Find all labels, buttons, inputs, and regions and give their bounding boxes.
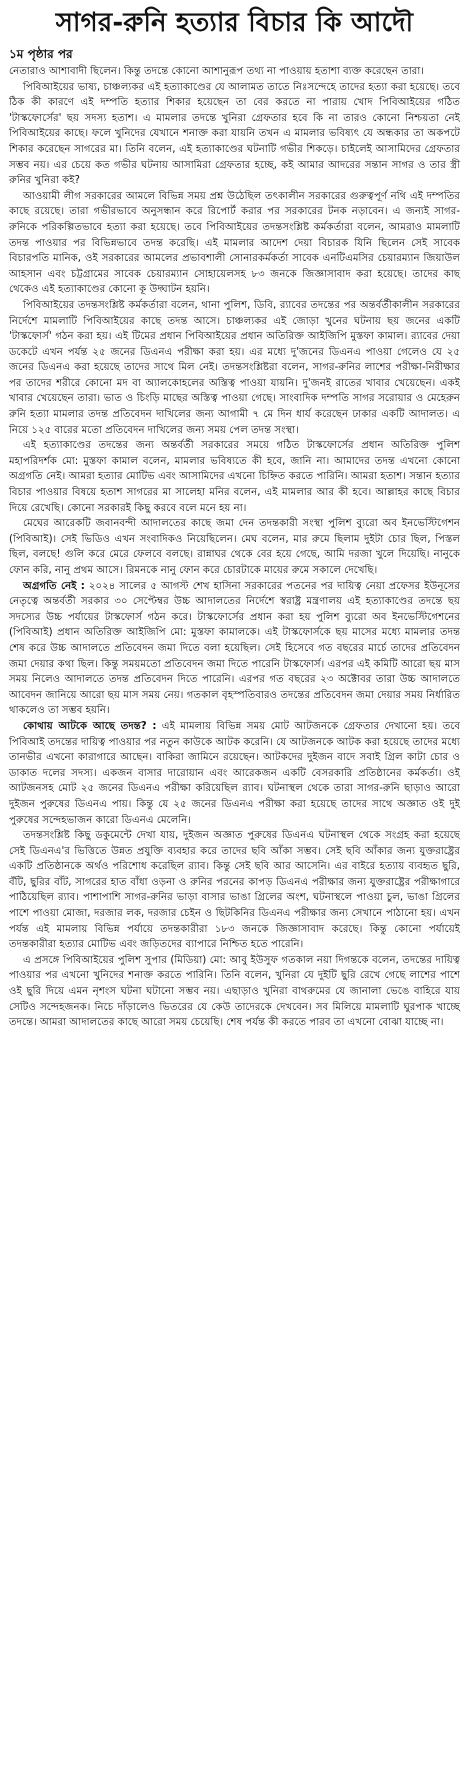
paragraph: এ প্রসঙ্গে পিবিআইয়ের পুলিশ সুপার (মিডিয়া) মো: আবু ইউসুফ গতকাল নয়া দিগন্তকে বলেন, তদন্তের দায়িত্ব পাওয়ার পর এখনো খুনিদের শনাক্ত করতে পারিনি। তিনি বলেন, খুনিরা যে দুইটি ছুরি রেখে গেছে লাশের পাশে ওই ছুরি দিয়ে এমন নৃশংস ঘটনা ঘটানো সম্ভব নয়। এছাড়াও খুনিরা বাথরুমের যে জানালা ভেঙে বাহিরে যায় সেটিও সন্দেহজনক। নিচে দাঁড়ালেও ভিতরের যে কেউ তাদেরকে দেখবেন। সব মিলিয়ে মামলাটি ঘুরপাক খাচ্ছে তদন্তে। আমরা আদালতের কাছে আরো সময় চেয়েছি। শেষ পর্যন্ত কী করতে পারব তা এখনো বোঝা যাচ্ছে না। [9, 954, 460, 1029]
paragraph: নেতারাও আশাবাদী ছিলেন। কিন্তু তদন্তে কোনো আশানুরূপ তথ্য না পাওয়ায় হতাশা ব্যক্ত করেছেন তারা। [9, 66, 424, 77]
paragraph: মেঘের আরেকটি জবানবন্দী আদালতের কাছে জমা দেন তদন্তকারী সংস্থা পুলিশ ব্যুরো অব ইনভেস্টিগেশন (পিবিআই)। সেই ভিডিও এখন সংবাদিকও নিয়েছিলেন। মেঘ বলেন, মার রুমে ছিলাম দুইটা চোর ছিল, পিস্তল ছিল, বলছে! গুলি করে মেরে ফেলবে বলছে। রান্নাঘর থেকে বের হয়ে গেছে, আমি দরজা খুলে দিয়েছি। নানুকে ফোন করি, নানু প্রথম আসে। রিমনকে নানু ফোন করে চোরটাকে মায়ের রুমে সকালে দেখেছি। [9, 518, 460, 576]
subhead-no-progress: অগ্রগতি নেই : [23, 580, 85, 592]
paragraph-with-subhead [9, 579, 460, 719]
paragraph: পিবিআইয়ের ভাষ্য, চাঞ্চল্যকর এই হত্যাকাণ্ডের যে আলামত তাতে নিঃসন্দেহে তাদের হত্যা করা হয়েছে। তবে ঠিক কী কারণে এই দম্পতি হত্যার শিকার হয়েছেন তা বের করতে না পারায় খোদ পিবিআইয়ের গঠিত 'টাস্কফোর্সের' ছয় সদস্য হতাশ। এ মামলার তদন্তে খুনিরা গ্রেফতার হবে কি না তারও কোনো নিশ্চয়তা নেই পিবিআইয়ের কাছে। ফলে খুনিদের যেখানে শনাক্ত করা যায়নি তখন এ মামলার ভবিষ্যৎ যে অন্ধকার তা অকপটে শিকার করেছেন সাগরের মা। তিনি বলেন, এই হত্যাকাণ্ডের ঘটনাটি গভীর শিকড়ে। চাইলেই আসামিদের গ্রেফতার সম্ভব নয়। এর চেয়ে কত গভীর ঘটনায় আসামিরা গ্রেফতার হচ্ছে, কই আমার আদরের সন্তান সাগর ও তার স্ত্রী রুনির খুনিরা কই? [9, 81, 460, 187]
article-headline: সাগর-রুনি হত্যার বিচার কি আদৌ [55, 8, 414, 38]
paragraph: তদন্তসংশ্লিষ্ট কিছু ডকুমেন্টে দেখা যায়, দুইজন অজ্ঞাত পুরুষের ডিএনএ ঘটনাস্থল থেকে সংগ্রহ করা হয়েছে সেই ডিএনএ'র ভিত্তিতে উন্নত প্রযুক্তি ব্যবহার করে তাদের ছবি আঁকা সম্ভব। সেই ছবি আঁকার জন্য যুক্তরাষ্ট্রের একটি প্রতিষ্ঠানকে অর্থও পরিশোধ করেছিল র‍্যাব। কিন্তু সেই ছবি আর আসেনি। এর বাইরে হত্যায় ব্যবহৃত ছুরি, বঁটি, ছুরির বাঁট, সাগরের হাত বাঁধা ওড়না ও রুনির পরনের কাপড় ডিএনএ পরীক্ষার জন্য যুক্তরাষ্ট্রের পরীক্ষাগারে পাঠিয়েছিল র‍্যাব। পাশাপাশি সাগর-রুনির ভাড়া বাসার ভাঙা গ্রিলের অংশ, ঘটনাস্থলে পাওয়া চুল, ভাঙা গ্রিলের পাশে পাওয়া মোজা, দরজার লক, দরজার চেইন ও ছিটকিনির ডিএনএ পরীক্ষার জন্য সেখানে পাঠানো হয়। এখন পর্যন্ত এই মামলায় বিভিন্ন পর্যায়ে তদন্তকারীরা ১৮৩ জনকে জিজ্ঞাসাবাদ করেছে। কিন্তু কোনো পর্যায়েই তদন্তকারীরা হত্যার মোটিভ এবং জড়িতদের ব্যাপারে নিশ্চিত হতে পারেনি। [9, 830, 460, 951]
subhead-where-stuck: কোথায় আটকে আছে তদন্ত? : [23, 720, 157, 732]
paragraph-with-subhead [9, 719, 460, 828]
paragraph: আওয়ামী লীগ সরকারের আমলে বিভিন্ন সময় প্রশ্ন উঠেছিল তৎকালীন সরকারের গুরুত্বপূর্ণ নথি এই দম্পতির কাছে রয়েছে। তারা গভীরভাবে অনুসন্ধান করে রিপোর্ট করার পর সরকারের টনক নড়াবেন। এ জন্যই সাগর-রুনিকে পরিকল্পিতভাবে হত্যা করা হয়েছে। তবে পিবিআইয়ের তদন্তসংশ্লিষ্ট কর্মকর্তারা বলেন, আমরাও মামলাটি তদন্ত পাওয়ার পর বিভিন্নভাবে তদন্ত করেছি। এই মামলার আদেশ দেয়া বিচারক যিনি ছিলেন সেই সাবেক বিচারপতি মানিক, ওই সরকারের আমলের প্রভাবশালী সোনারকর্মকর্তা সাবেক এনটিএমসির চেয়ারম্যান জিয়াউল আহসান এবং চট্টগ্রামের সাবেক চেয়ারম্যান সোহায়েলসহ ৮৩ জনকে জিজ্ঞাসাবাদ করা হয়েছে। তাদের কাছ থেকেও এই হত্যাকাণ্ডের কোনো কূ উদ্ঘাটন হয়নি। [9, 190, 460, 296]
article-body [9, 64, 460, 1031]
continued-from-page-label: ১ম পৃষ্ঠার পর [9, 47, 73, 61]
paragraph-text: ২০২৪ সালের ৫ আগস্ট শেখ হাসিনা সরকারের পতনের পর দায়িত্ব নেয়া প্রফেসর ইউনূসের নেতৃত্বে অন্তর্বর্তী সরকার ৩০ সেপ্টেম্বর উচ্চ আদালতের নির্দেশে স্বরাষ্ট্র মন্ত্রণালয় এই হত্যাকাণ্ডের তদন্তে ছয় সদস্যের উচ্চ পর্যায়ের টাস্কফোর্স গঠন করে। টাস্কফোর্সের প্রধান করা হয় পুলিশ ব্যুরো অব ইনভেস্টিগেশনের (পিবিআই) প্রধান অতিরিক্ত আইজিপি মো: মুস্তফা কামালকে। এই টাস্কফোর্সকে ছয় মাসের মধ্যে মামলার তদন্ত শেষ করে উচ্চ আদালতে প্রতিবেদন জমা দিতে বলা হয়েছিল। সেই হিসেবে গত বছরের মার্চে তাদের প্রতিবেদন জমা দেয়ার কথা ছিল। কিন্তু সময়মতো প্রতিবেদন জমা দিতে পারেনি টাস্কফোর্স। এরপর এই কমিটি আরো ছয় মাস সময় নিলেও আদালতে তদন্ত প্রতিবেদন দিতে পারেনি। এরপর গত বছরের ২৩ অক্টোবর তারা উচ্চ আদালতে আবেদন জানিয়ে আরো ছয় মাস সময় নেয়। গতকাল বৃহস্পতিবারও তদন্তের প্রতিবেদন জমা দেয়ার সময় নির্ধারিত থাকলেও তা সম্ভব হয়নি। [9, 580, 460, 717]
paragraph-text: এই মামলায় বিভিন্ন সময় মোট আটজনকে গ্রেফতার দেখানো হয়। তবে পিবিআই তদন্তের দায়িত্ব পাওয়ার পর নতুন কাউকে আটক করেনি। যে আটজনকে আটক করা হয়েছে তাদের মধ্যে তানভীর এখনো কারাগারে আছেন। বাকিরা জামিনে রয়েছেন। আটকদের দুইজন বাদে সবাই গ্রিল কাটা চোর ও ডাকাত দলের সদস্য। একজন বাসার দারোয়ান এবং আরেকজন একটি বেসরকারি প্রতিষ্ঠানের কর্মকর্তা। ওই আটজনসহ মোট ২৫ জনের ডিএনএ পরীক্ষা করিয়েছিল র‍্যাব। ঘটনাস্থল থেকে তারা সাগর-রুনি ছাড়াও আরো দুইজন পুরুষের ডিএনএ পায়। কিন্তু যে ২৫ জনের ডিএনএ পরীক্ষা করা হয়েছে তাদের সাথে অজ্ঞাত ওই দুই পুরুষের সন্দেহভাজন কারো ডিএনএ মেলেনি। [9, 720, 460, 826]
paragraph: এই হত্যাকাণ্ডের তদন্তের জন্য অন্তর্বর্তী সরকারের সময়ে গঠিত টাস্কফোর্সের প্রধান অতিরিক্ত পুলিশ মহাপরিদর্শক মো: মুস্তফা কামাল বলেন, মামলার ভবিষ্যতে কী হবে, জানি না। আমাদের তদন্ত এখনো কোনো অগ্রগতি নেই। আমরা হত্যার মোটিভ এবং আসামিদের এখনো চিহ্নিত করতে পারিনি। আমরা হতাশ। সন্তান হত্যার বিচার পাওয়ার বিষয়ে হতাশ সাগরের মা সালেহা মনির বলেন, এই মামলার আর কী হবে। আল্লাহর কাছে বিচার দিয়ে রেখেছি। কোনো সরকারই কিছু করবে বলে মনে হয় না। [9, 440, 460, 514]
paragraph: পিবিআইয়ের তদন্তসংশ্লিষ্ট কর্মকর্তারা বলেন, থানা পুলিশ, ডিবি, র‍্যাবের তদন্তের পর অন্তর্বর্তীকালীন সরকারের নির্দেশে মামলাটি পিবিআইয়ের কাছে তদন্ত আসে। চাঞ্চল্যকর এই জোড়া খুনের ঘটনায় ছয় জনের একটি 'টাস্কফোর্স' গঠন করা হয়। এই টিমের প্রধান পিবিআইয়ের প্রধান অতিরিক্ত আইজিপি মুস্তফা কামাল। র‍্যাবের দেয়া ডকেটে এখন পর্যন্ত ২৫ জনের ডিএনএ পরীক্ষা করা হয়। এর মধ্যে দু'জনের ডিএনএ পাওয়া গেলেও যে ২৫ জনের ডিএনএ করা হয়েছে তাদের সাথে মিল নেই। তদন্তসংশ্লিষ্টরা বলেন, সাগর-রুনির লাশের পরীক্ষা-নিরীক্ষার পর তাদের শরীরে কোনো মদ বা অ্যালকোহলের অস্তিত্ব পাওয়া যায়নি। দু'জনই রাতের খাবার খেয়েছেন। একই খাবার খেয়েছেন তারা। ভাত ও চিংড়ি মাছের অস্তিত্ব পাওয়া গেছে। সাংবাদিক দম্পতি সাগর সরোয়ার ও মেহেরুন রুনি হত্যা মামলার তদন্ত প্রতিবেদন দাখিলের জন্য আগামী ৭ মে দিন ধার্য করেছেন ঢাকার একটি আদালত। এ নিয়ে ১২৫ বারের মতো প্রতিবেদন দাখিলের জন্য সময় পেল তদন্ত সংস্থা। [9, 299, 460, 436]
